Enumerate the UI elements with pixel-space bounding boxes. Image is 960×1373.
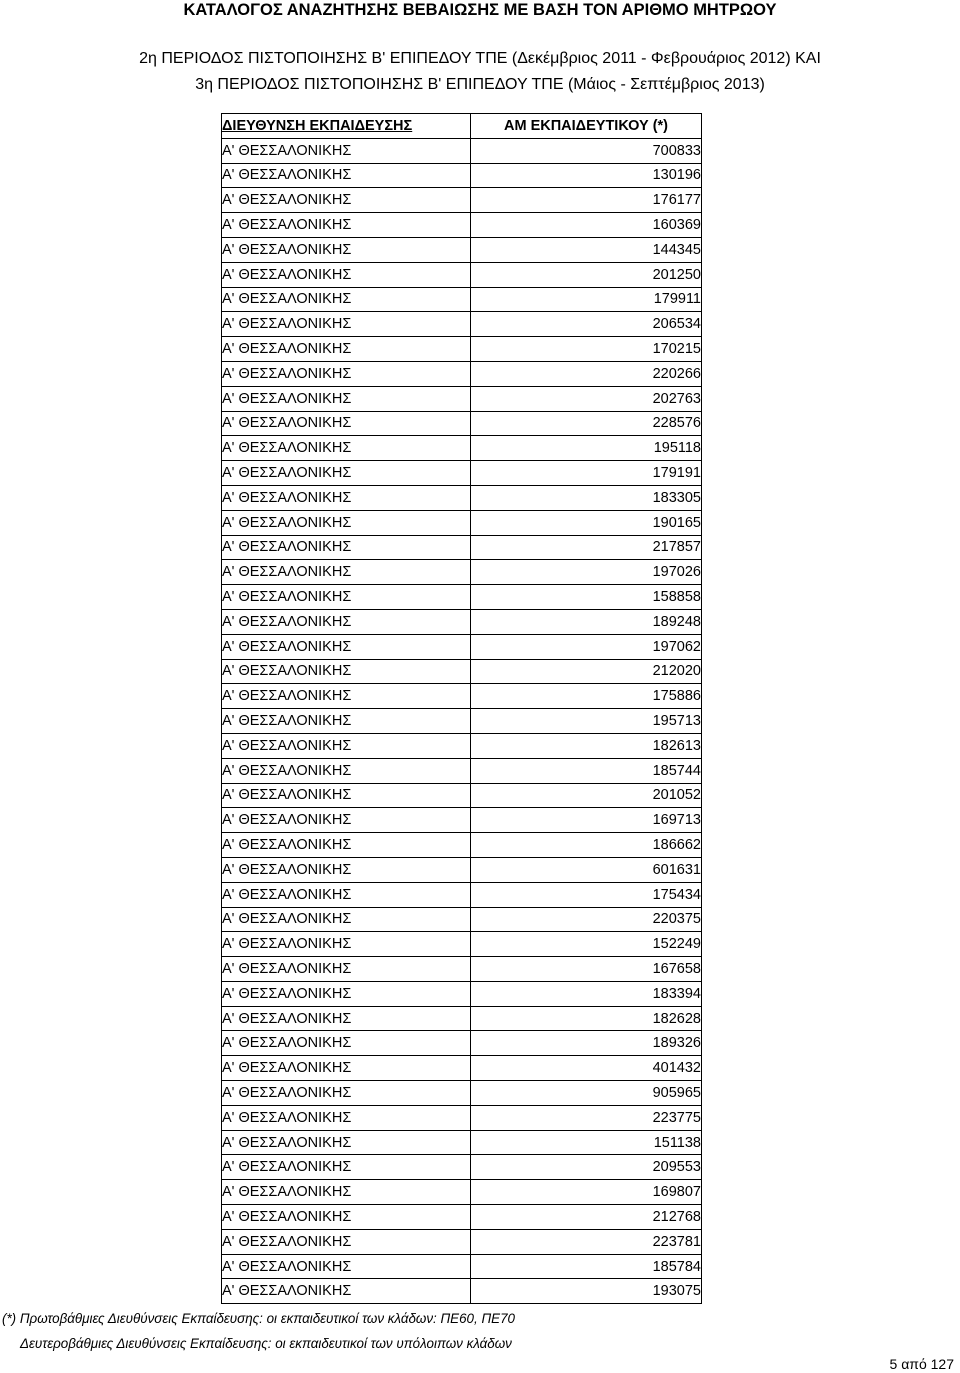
registry-number-cell: 151138 (471, 1130, 702, 1155)
registry-number-cell: 195118 (471, 436, 702, 461)
directorate-cell: Α' ΘΕΣΣΑΛΟΝΙΚΗΣ (222, 237, 471, 262)
registry-number-cell: 179911 (471, 287, 702, 312)
directorate-cell: Α' ΘΕΣΣΑΛΟΝΙΚΗΣ (222, 560, 471, 585)
table-row (222, 337, 702, 362)
directorate-cell: Α' ΘΕΣΣΑΛΟΝΙΚΗΣ (222, 1105, 471, 1130)
registry-number-cell: 169713 (471, 808, 702, 833)
registry-number-cell: 206534 (471, 312, 702, 337)
registry-number-cell: 212768 (471, 1205, 702, 1230)
registry-number-cell: 601631 (471, 857, 702, 882)
directorate-cell: Α' ΘΕΣΣΑΛΟΝΙΚΗΣ (222, 1205, 471, 1230)
table-row (222, 312, 702, 337)
registry-number-cell: 193075 (471, 1279, 702, 1304)
registry-number-cell: 185744 (471, 758, 702, 783)
registry-number-cell: 201052 (471, 783, 702, 808)
table-row (222, 535, 702, 560)
registry-number-cell: 183394 (471, 981, 702, 1006)
table-row (222, 436, 702, 461)
directorate-cell: Α' ΘΕΣΣΑΛΟΝΙΚΗΣ (222, 337, 471, 362)
directorate-cell: Α' ΘΕΣΣΑΛΟΝΙΚΗΣ (222, 312, 471, 337)
directorate-cell: Α' ΘΕΣΣΑΛΟΝΙΚΗΣ (222, 808, 471, 833)
table-row (222, 783, 702, 808)
table-row (222, 361, 702, 386)
table-row (222, 1155, 702, 1180)
footnote-line-2: Δευτεροβάθμιες Διευθύνσεις Εκπαίδευσης: οι εκπαιδευτικοί των υπόλοιπων κλάδων (20, 1336, 512, 1351)
registry-number-cell: 182628 (471, 1006, 702, 1031)
registry-number-cell: 217857 (471, 535, 702, 560)
table-row (222, 237, 702, 262)
table-row (222, 634, 702, 659)
table-row (222, 461, 702, 486)
footnote-line-1: (*) Πρωτοβάθμιες Διευθύνσεις Εκπαίδευσης: οι εκπαιδευτικοί των κλάδων: ΠΕ60, ΠΕ70 (2, 1311, 515, 1326)
registry-number-cell: 183305 (471, 485, 702, 510)
registry-number-cell: 190165 (471, 510, 702, 535)
directorate-cell: Α' ΘΕΣΣΑΛΟΝΙΚΗΣ (222, 411, 471, 436)
table-row (222, 1056, 702, 1081)
table-row (222, 1229, 702, 1254)
registry-number-cell: 170215 (471, 337, 702, 362)
directorate-cell: Α' ΘΕΣΣΑΛΟΝΙΚΗΣ (222, 907, 471, 932)
table-row (222, 1031, 702, 1056)
registry-number-cell: 195713 (471, 709, 702, 734)
directorate-cell: Α' ΘΕΣΣΑΛΟΝΙΚΗΣ (222, 386, 471, 411)
registry-number-cell: 223775 (471, 1105, 702, 1130)
registry-number-cell: 209553 (471, 1155, 702, 1180)
table-row (222, 907, 702, 932)
registry-number-cell: 220375 (471, 907, 702, 932)
directorate-cell: Α' ΘΕΣΣΑΛΟΝΙΚΗΣ (222, 1031, 471, 1056)
table-row (222, 213, 702, 238)
table-row (222, 163, 702, 188)
table-row (222, 957, 702, 982)
page-number: 5 από 127 (889, 1356, 954, 1372)
column-header-directorate: ΔΙΕΥΘΥΝΣΗ ΕΚΠΑΙΔΕΥΣΗΣ (222, 114, 471, 139)
table-row (222, 609, 702, 634)
registry-number-cell: 144345 (471, 237, 702, 262)
table-row (222, 1205, 702, 1230)
directorate-cell: Α' ΘΕΣΣΑΛΟΝΙΚΗΣ (222, 957, 471, 982)
directorate-cell: Α' ΘΕΣΣΑΛΟΝΙΚΗΣ (222, 1254, 471, 1279)
registry-number-cell: 700833 (471, 138, 702, 163)
directorate-cell: Α' ΘΕΣΣΑΛΟΝΙΚΗΣ (222, 609, 471, 634)
directorate-cell: Α' ΘΕΣΣΑΛΟΝΙΚΗΣ (222, 1056, 471, 1081)
directorate-cell: Α' ΘΕΣΣΑΛΟΝΙΚΗΣ (222, 857, 471, 882)
table-row (222, 833, 702, 858)
directorate-cell: Α' ΘΕΣΣΑΛΟΝΙΚΗΣ (222, 138, 471, 163)
registry-number-cell: 130196 (471, 163, 702, 188)
registry-number-cell: 185784 (471, 1254, 702, 1279)
registry-number-cell: 167658 (471, 957, 702, 982)
table-row (222, 1105, 702, 1130)
certificate-table (221, 113, 702, 1304)
table-row (222, 981, 702, 1006)
table-row (222, 1180, 702, 1205)
registry-number-cell: 160369 (471, 213, 702, 238)
directorate-cell: Α' ΘΕΣΣΑΛΟΝΙΚΗΣ (222, 163, 471, 188)
directorate-cell: Α' ΘΕΣΣΑΛΟΝΙΚΗΣ (222, 262, 471, 287)
registry-number-cell: 223781 (471, 1229, 702, 1254)
table-row (222, 932, 702, 957)
directorate-cell: Α' ΘΕΣΣΑΛΟΝΙΚΗΣ (222, 932, 471, 957)
table-row (222, 659, 702, 684)
directorate-cell: Α' ΘΕΣΣΑΛΟΝΙΚΗΣ (222, 213, 471, 238)
table-row (222, 262, 702, 287)
registry-number-cell: 152249 (471, 932, 702, 957)
table-header-row (222, 114, 702, 139)
page-title: ΚΑΤΑΛΟΓΟΣ ΑΝΑΖΗΤΗΣΗΣ ΒΕΒΑΙΩΣΗΣ ΜΕ ΒΑΣΗ ΤΟΝ ΑΡΙΘΜΟ ΜΗΤΡΩΟΥ (183, 1, 777, 19)
directorate-cell: Α' ΘΕΣΣΑΛΟΝΙΚΗΣ (222, 535, 471, 560)
registry-number-cell: 189326 (471, 1031, 702, 1056)
table-row (222, 733, 702, 758)
directorate-cell: Α' ΘΕΣΣΑΛΟΝΙΚΗΣ (222, 758, 471, 783)
registry-number-cell: 197026 (471, 560, 702, 585)
table-row (222, 585, 702, 610)
directorate-cell: Α' ΘΕΣΣΑΛΟΝΙΚΗΣ (222, 981, 471, 1006)
directorate-cell: Α' ΘΕΣΣΑΛΟΝΙΚΗΣ (222, 485, 471, 510)
table-row (222, 138, 702, 163)
directorate-cell: Α' ΘΕΣΣΑΛΟΝΙΚΗΣ (222, 634, 471, 659)
registry-number-cell: 189248 (471, 609, 702, 634)
directorate-cell: Α' ΘΕΣΣΑΛΟΝΙΚΗΣ (222, 709, 471, 734)
directorate-cell: Α' ΘΕΣΣΑΛΟΝΙΚΗΣ (222, 1180, 471, 1205)
registry-number-cell: 175434 (471, 882, 702, 907)
table-row (222, 287, 702, 312)
registry-number-cell: 202763 (471, 386, 702, 411)
table-body (222, 138, 702, 1303)
table-row (222, 411, 702, 436)
registry-number-cell: 186662 (471, 833, 702, 858)
directorate-cell: Α' ΘΕΣΣΑΛΟΝΙΚΗΣ (222, 1279, 471, 1304)
directorate-cell: Α' ΘΕΣΣΑΛΟΝΙΚΗΣ (222, 783, 471, 808)
registry-number-cell: 169807 (471, 1180, 702, 1205)
table-row (222, 882, 702, 907)
registry-number-cell: 175886 (471, 684, 702, 709)
table-row (222, 386, 702, 411)
table-row (222, 1130, 702, 1155)
directorate-cell: Α' ΘΕΣΣΑΛΟΝΙΚΗΣ (222, 1081, 471, 1106)
table-row (222, 188, 702, 213)
registry-number-cell: 401432 (471, 1056, 702, 1081)
registry-number-cell: 158858 (471, 585, 702, 610)
registry-number-cell: 176177 (471, 188, 702, 213)
registry-number-cell: 197062 (471, 634, 702, 659)
directorate-cell: Α' ΘΕΣΣΑΛΟΝΙΚΗΣ (222, 833, 471, 858)
directorate-cell: Α' ΘΕΣΣΑΛΟΝΙΚΗΣ (222, 1229, 471, 1254)
registry-number-cell: 220266 (471, 361, 702, 386)
subtitle-line-2: 3η ΠΕΡΙΟΔΟΣ ΠΙΣΤΟΠΟΙΗΣΗΣ Β' ΕΠΙΠΕΔΟΥ ΤΠΕ (Μάιος - Σεπτέμβριος 2013) (195, 76, 765, 93)
registry-number-cell: 905965 (471, 1081, 702, 1106)
column-header-registry-number: ΑΜ ΕΚΠΑΙΔΕΥΤΙΚΟΥ (*) (471, 114, 702, 139)
directorate-cell: Α' ΘΕΣΣΑΛΟΝΙΚΗΣ (222, 1006, 471, 1031)
table-row (222, 684, 702, 709)
directorate-cell: Α' ΘΕΣΣΑΛΟΝΙΚΗΣ (222, 287, 471, 312)
table-row (222, 1254, 702, 1279)
registry-number-cell: 201250 (471, 262, 702, 287)
directorate-cell: Α' ΘΕΣΣΑΛΟΝΙΚΗΣ (222, 1155, 471, 1180)
directorate-cell: Α' ΘΕΣΣΑΛΟΝΙΚΗΣ (222, 461, 471, 486)
registry-number-cell: 182613 (471, 733, 702, 758)
table-row (222, 485, 702, 510)
directorate-cell: Α' ΘΕΣΣΑΛΟΝΙΚΗΣ (222, 882, 471, 907)
registry-number-cell: 212020 (471, 659, 702, 684)
directorate-cell: Α' ΘΕΣΣΑΛΟΝΙΚΗΣ (222, 436, 471, 461)
table-row (222, 857, 702, 882)
table-row (222, 1081, 702, 1106)
directorate-cell: Α' ΘΕΣΣΑΛΟΝΙΚΗΣ (222, 188, 471, 213)
table-row (222, 758, 702, 783)
table-row (222, 1279, 702, 1304)
table-row (222, 1006, 702, 1031)
table-row (222, 510, 702, 535)
registry-number-cell: 179191 (471, 461, 702, 486)
table-row (222, 560, 702, 585)
directorate-cell: Α' ΘΕΣΣΑΛΟΝΙΚΗΣ (222, 684, 471, 709)
subtitle-line-1: 2η ΠΕΡΙΟΔΟΣ ΠΙΣΤΟΠΟΙΗΣΗΣ Β' ΕΠΙΠΕΔΟΥ ΤΠΕ (Δεκέμβριος 2011 - Φεβρουάριος 2012) ΚΑΙ (139, 50, 821, 67)
table-row (222, 709, 702, 734)
directorate-cell: Α' ΘΕΣΣΑΛΟΝΙΚΗΣ (222, 361, 471, 386)
directorate-cell: Α' ΘΕΣΣΑΛΟΝΙΚΗΣ (222, 585, 471, 610)
table-row (222, 808, 702, 833)
directorate-cell: Α' ΘΕΣΣΑΛΟΝΙΚΗΣ (222, 733, 471, 758)
directorate-cell: Α' ΘΕΣΣΑΛΟΝΙΚΗΣ (222, 659, 471, 684)
directorate-cell: Α' ΘΕΣΣΑΛΟΝΙΚΗΣ (222, 1130, 471, 1155)
registry-number-cell: 228576 (471, 411, 702, 436)
directorate-cell: Α' ΘΕΣΣΑΛΟΝΙΚΗΣ (222, 510, 471, 535)
